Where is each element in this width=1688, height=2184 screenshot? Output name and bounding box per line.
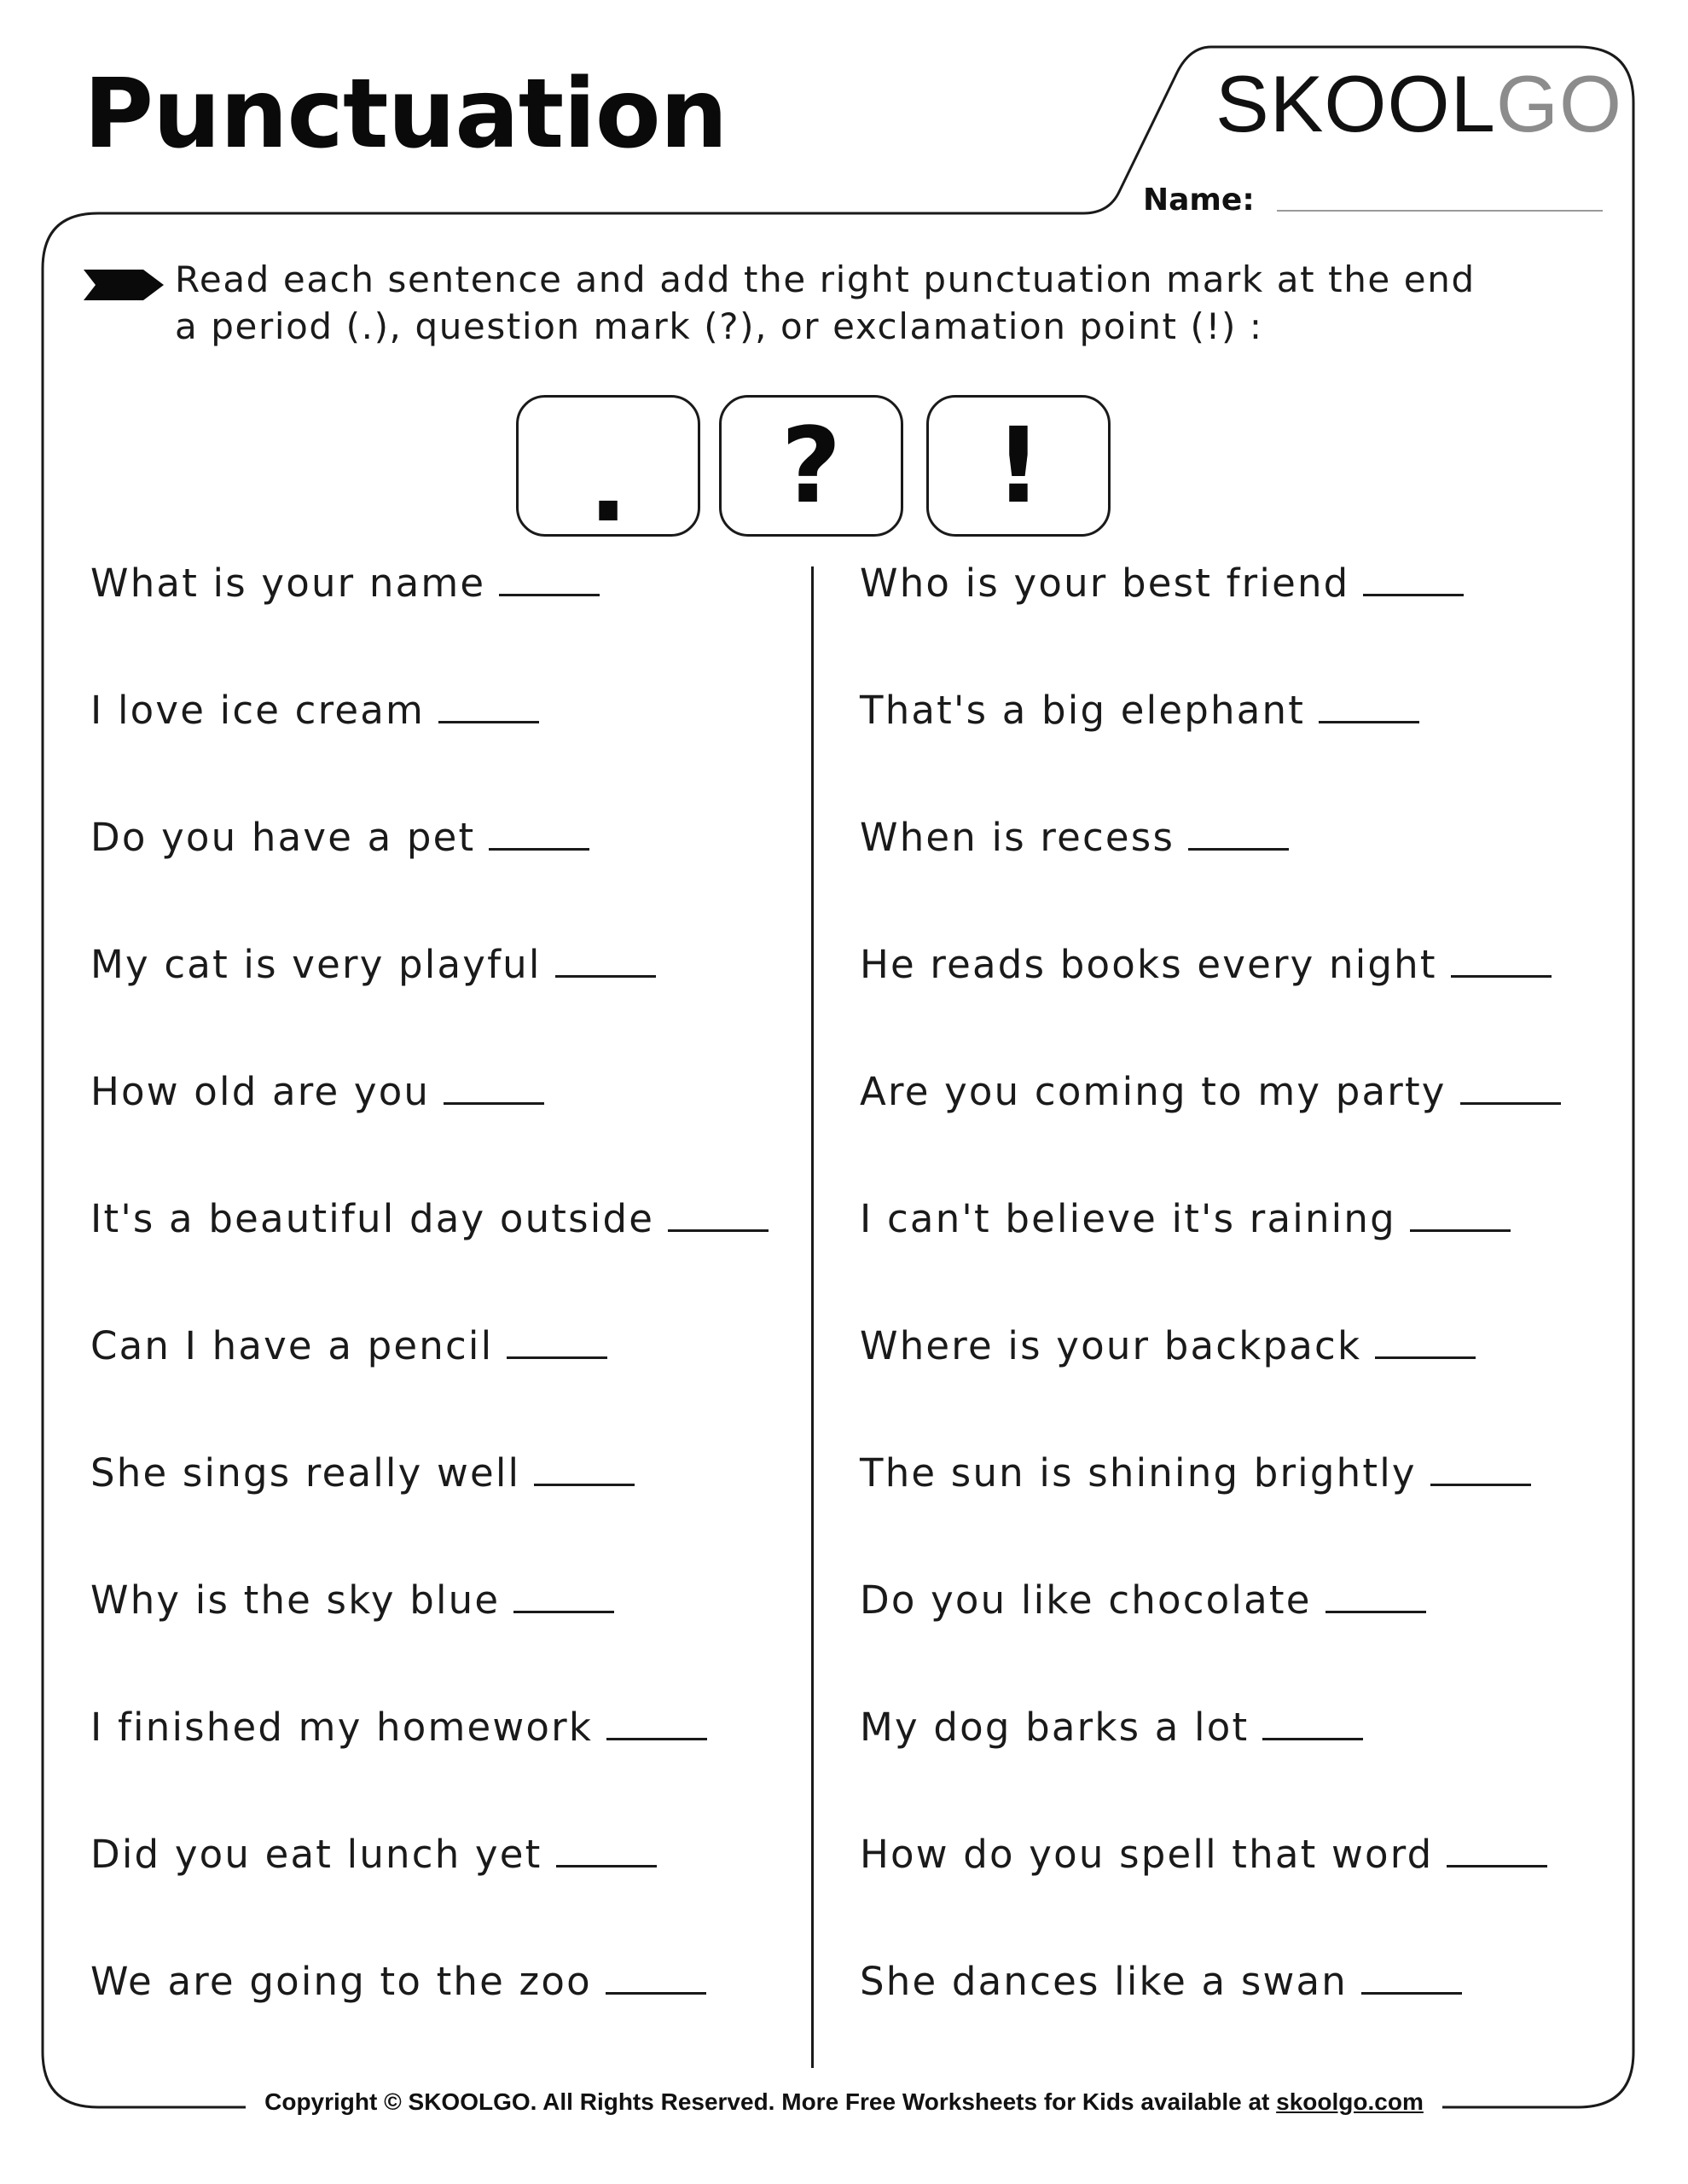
sentence-row xyxy=(90,1700,824,1827)
sentence-row xyxy=(860,1827,1593,1955)
sentence-row xyxy=(90,1446,824,1573)
question-mark: ? xyxy=(780,405,842,526)
sentence-row xyxy=(90,1319,824,1446)
skoolgo-logo xyxy=(1215,61,1622,147)
sentence-row xyxy=(860,938,1593,1065)
sentence-row xyxy=(90,1955,824,2082)
sentence-text: That's a big elephant xyxy=(860,688,1306,733)
instructions xyxy=(175,256,1540,350)
sentence-text: We are going to the zoo xyxy=(90,1959,592,2004)
sentence-row xyxy=(860,1700,1593,1827)
answer-blank[interactable] xyxy=(1375,1356,1476,1359)
sentence-text: Do you have a pet xyxy=(90,815,476,860)
answer-blank[interactable] xyxy=(1451,974,1552,978)
sentence-text: She dances like a swan xyxy=(860,1959,1348,2004)
answer-blank[interactable] xyxy=(444,1101,544,1105)
sentence-text: When is recess xyxy=(860,815,1175,860)
logo-accent-text: GO xyxy=(1495,59,1623,148)
period-mark-box xyxy=(516,395,700,545)
sentence-row xyxy=(860,810,1593,938)
answer-blank[interactable] xyxy=(606,1737,707,1740)
sentence-row xyxy=(90,810,824,938)
answer-blank[interactable] xyxy=(1363,593,1464,596)
answer-blank[interactable] xyxy=(556,1864,657,1867)
answer-blank[interactable] xyxy=(499,593,600,596)
answer-blank[interactable] xyxy=(555,974,656,978)
sentence-row xyxy=(90,1827,824,1955)
instructions-line-1: Read each sentence and add the right punctuation mark at the end xyxy=(175,258,1476,300)
arrow-bullet-icon xyxy=(84,268,165,302)
footer xyxy=(0,2088,1688,2116)
footer-link[interactable]: skoolgo.com xyxy=(1276,2088,1424,2115)
sentence-text: It's a beautiful day outside xyxy=(90,1196,655,1241)
answer-blank[interactable] xyxy=(438,720,539,723)
answer-blank[interactable] xyxy=(489,847,589,851)
sentence-text: Who is your best friend xyxy=(860,561,1350,606)
right-sentence-column xyxy=(860,556,1593,2082)
answer-blank[interactable] xyxy=(534,1483,635,1486)
sentence-row xyxy=(860,556,1593,683)
sentence-text: Do you like chocolate xyxy=(860,1577,1312,1623)
sentence-row xyxy=(90,683,824,810)
period-mark: . xyxy=(588,424,629,545)
sentence-text: How do you spell that word xyxy=(860,1832,1434,1877)
exclamation-mark: ! xyxy=(995,405,1042,526)
sentence-text: The sun is shining brightly xyxy=(860,1450,1417,1496)
name-field-line[interactable] xyxy=(1277,210,1603,212)
sentence-row xyxy=(860,1955,1593,2082)
sentence-row xyxy=(860,1065,1593,1192)
sentence-text: What is your name xyxy=(90,561,486,606)
sentence-row xyxy=(90,938,824,1065)
sentence-row xyxy=(860,1573,1593,1700)
answer-blank[interactable] xyxy=(606,1991,706,1995)
sentence-row xyxy=(90,1192,824,1319)
left-sentence-column xyxy=(90,556,824,2082)
footer-copyright: Copyright © SKOOLGO. All Rights Reserved. More Free Worksheets for Kids available at xyxy=(264,2088,1277,2115)
sentence-text: I finished my homework xyxy=(90,1705,594,1750)
sentence-text: She sings really well xyxy=(90,1450,521,1496)
sentence-text: He reads books every night xyxy=(860,942,1437,987)
answer-blank[interactable] xyxy=(668,1228,769,1232)
answer-blank[interactable] xyxy=(1325,1610,1426,1613)
sentence-text: My cat is very playful xyxy=(90,942,542,987)
answer-blank[interactable] xyxy=(1447,1864,1547,1867)
instructions-line-2: a period (.), question mark (?), or exclamation point (!) : xyxy=(175,305,1263,347)
sentence-text: How old are you xyxy=(90,1069,431,1114)
sentence-text: I can't believe it's raining xyxy=(860,1196,1396,1241)
answer-blank[interactable] xyxy=(1460,1101,1561,1105)
sentence-text: Did you eat lunch yet xyxy=(90,1832,542,1877)
page-title: Punctuation xyxy=(84,59,728,170)
exclamation-mark-box xyxy=(926,395,1111,537)
answer-blank[interactable] xyxy=(507,1356,607,1359)
answer-blank[interactable] xyxy=(1361,1991,1462,1995)
sentence-row xyxy=(90,1573,824,1700)
answer-blank[interactable] xyxy=(1319,720,1419,723)
sentence-text: Are you coming to my party xyxy=(860,1069,1447,1114)
sentence-row xyxy=(90,556,824,683)
question-mark-box xyxy=(719,395,903,537)
answer-blank[interactable] xyxy=(1262,1737,1363,1740)
sentence-row xyxy=(90,1065,824,1192)
answer-blank[interactable] xyxy=(1430,1483,1531,1486)
sentence-row xyxy=(860,1446,1593,1573)
answer-blank[interactable] xyxy=(1188,847,1289,851)
sentence-text: Why is the sky blue xyxy=(90,1577,501,1623)
name-label: Name: xyxy=(1143,183,1255,218)
answer-blank[interactable] xyxy=(513,1610,614,1613)
sentence-text: Where is your backpack xyxy=(860,1323,1362,1368)
logo-main-text: SKOOL xyxy=(1215,59,1496,148)
sentence-text: Can I have a pencil xyxy=(90,1323,494,1368)
sentence-row xyxy=(860,1319,1593,1446)
answer-blank[interactable] xyxy=(1410,1228,1511,1232)
sentence-row xyxy=(860,683,1593,810)
sentence-text: I love ice cream xyxy=(90,688,426,733)
column-divider xyxy=(811,566,814,2068)
sentence-row xyxy=(860,1192,1593,1319)
sentence-text: My dog barks a lot xyxy=(860,1705,1250,1750)
